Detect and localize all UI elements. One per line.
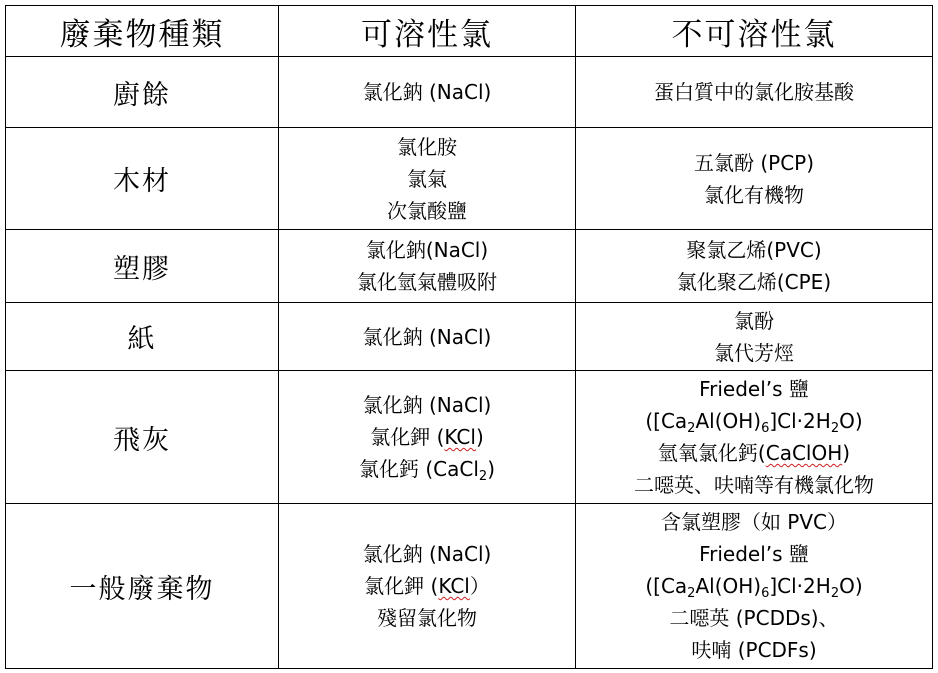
soluble-cell	[279, 57, 576, 128]
table-row	[6, 371, 933, 504]
insoluble-item: 二噁英 (PCDDs)、	[669, 606, 839, 630]
soluble-item: 殘留氯化物	[377, 606, 477, 630]
table-row	[6, 303, 933, 371]
soluble-item: 氯化鈉 (NaCl)	[362, 393, 492, 417]
insoluble-cell	[576, 230, 933, 303]
table-row	[6, 57, 933, 128]
soluble-item: 氯化鉀 (KCl)	[370, 425, 484, 449]
insoluble-item: Friedel’s 鹽	[699, 542, 809, 566]
insoluble-item: $([Ca_2Al(OH)_6]Cl\cdot 2H_2O)$	[645, 409, 863, 436]
soluble-item: 氯化鈉 (NaCl)	[362, 542, 492, 566]
insoluble-item: 蛋白質中的氯化胺基酸	[654, 80, 854, 104]
insoluble-item: 呋喃 (PCDFs)	[691, 638, 817, 662]
insoluble-item: 二噁英、呋喃等有機氯化物	[634, 473, 874, 497]
soluble-item: 氯氣	[407, 166, 447, 191]
insoluble-cell	[576, 504, 933, 669]
waste-category: 塑膠	[6, 230, 279, 303]
table-row	[6, 230, 933, 303]
waste-category: 紙	[6, 303, 279, 371]
header-row	[6, 6, 933, 57]
insoluble-cell	[576, 128, 933, 230]
insoluble-item: 含氯塑膠（如 PVC）	[660, 510, 848, 534]
soluble-cell	[279, 371, 576, 504]
soluble-item: 氯化鈉(NaCl)	[365, 238, 489, 262]
soluble-cell	[279, 230, 576, 303]
waste-category: 木材	[6, 128, 279, 230]
soluble-cell	[279, 303, 576, 371]
table-row	[6, 504, 933, 669]
insoluble-item: 氫氧氯化鈣(CaClOH)	[657, 441, 851, 465]
insoluble-item: 氯酚	[734, 308, 774, 333]
insoluble-item: 氯化有機物	[704, 182, 804, 207]
soluble-item: 氯化鈉 (NaCl)	[362, 324, 492, 349]
soluble-item: 氯化鈉 (NaCl)	[362, 80, 492, 104]
insoluble-item: 聚氯乙烯(PVC)	[686, 238, 822, 262]
header-soluble-chlorine: 可溶性氯	[279, 6, 576, 57]
header-insoluble-chlorine: 不可溶性氯	[576, 6, 933, 57]
insoluble-cell	[576, 371, 933, 504]
soluble-item: 氯化胺	[397, 134, 457, 159]
soluble-item: 氯化氫氣體吸附	[357, 270, 497, 294]
waste-category: 一般廢棄物	[6, 504, 279, 669]
insoluble-item: 氯化聚乙烯(CPE)	[676, 270, 832, 294]
insoluble-item: $([Ca_2Al(OH)_6]Cl\cdot 2H_2O)$	[645, 574, 863, 601]
insoluble-item: 氯代芳烴	[714, 340, 794, 365]
insoluble-item: 五氯酚 (PCP)	[693, 150, 815, 175]
insoluble-cell	[576, 57, 933, 128]
chlorine-waste-table	[5, 5, 933, 669]
insoluble-cell	[576, 303, 933, 371]
waste-category: 廚餘	[6, 57, 279, 128]
soluble-item: 氯化鈣 (CaCl$_2$)	[359, 457, 495, 484]
waste-category: 飛灰	[6, 371, 279, 504]
soluble-cell	[279, 504, 576, 669]
soluble-cell	[279, 128, 576, 230]
table-row	[6, 128, 933, 230]
header-waste-type: 廢棄物種類	[6, 6, 279, 57]
soluble-item: 次氯酸鹽	[387, 198, 467, 223]
soluble-item: 氯化鉀 (KCl）	[364, 574, 490, 598]
insoluble-item: Friedel’s 鹽	[699, 377, 809, 401]
